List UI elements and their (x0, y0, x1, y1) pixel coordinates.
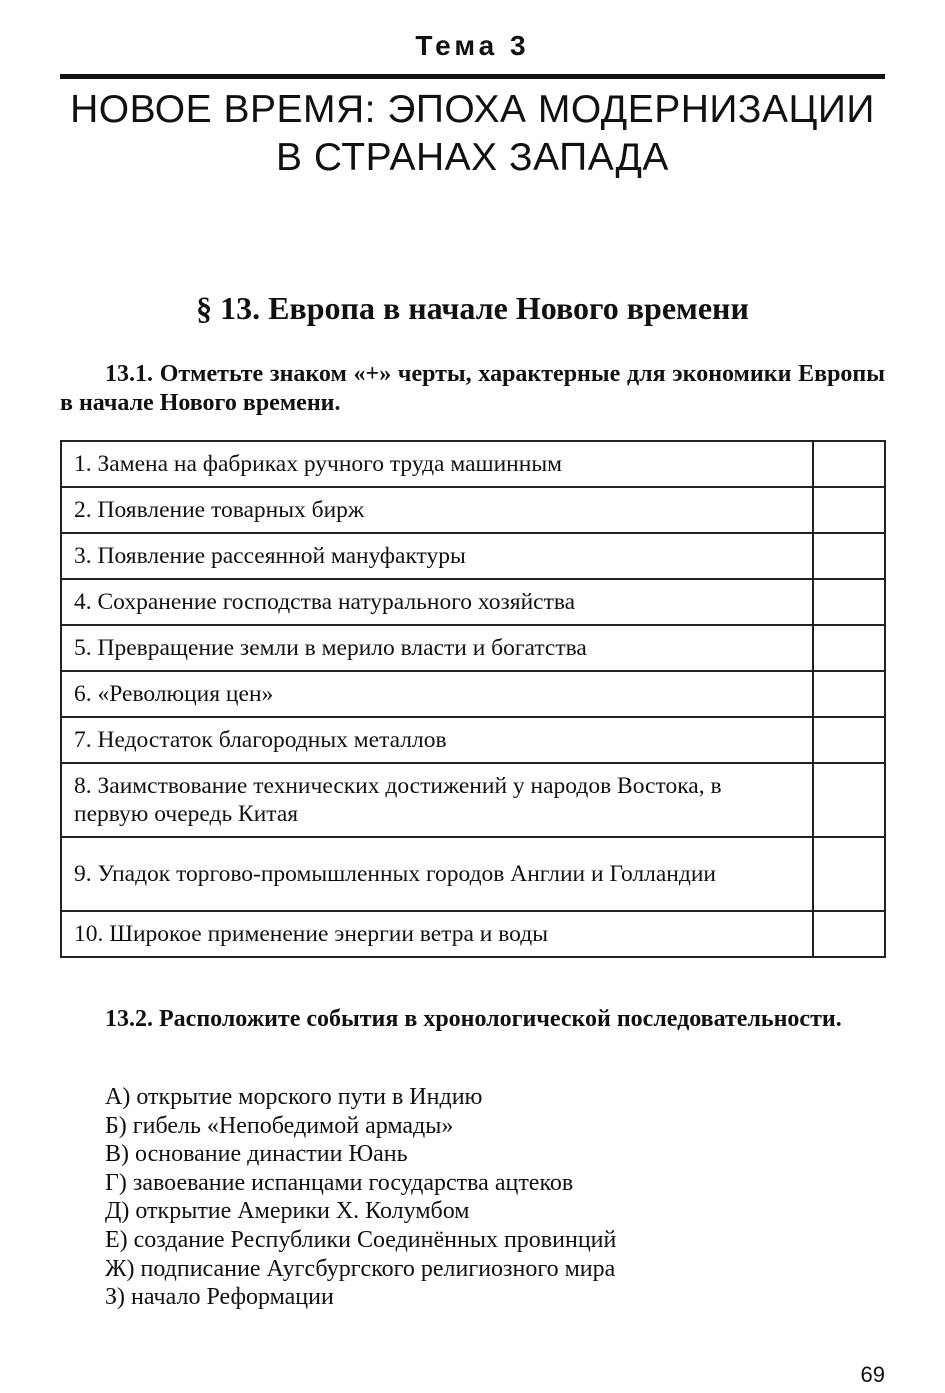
chapter-title-line-1: НОВОЕ ВРЕМЯ: ЭПОХА МОДЕРНИЗАЦИИ (70, 88, 875, 131)
table-row (61, 487, 885, 533)
feature-text: 8. Заимствование технических достижений у народов Востока, в первую очередь Китая (61, 763, 813, 837)
list-item: З) начало Реформации (105, 1284, 334, 1311)
feature-text: 9. Упадок торгово-промышленных городов Англии и Голландии (61, 837, 813, 911)
events-list (105, 1083, 616, 1312)
table-row (61, 837, 885, 911)
features-table (60, 440, 886, 958)
header-rule (60, 74, 885, 79)
list-item: А) открытие морского пути в Индию (105, 1084, 483, 1110)
list-item: Е) создание Республики Соединённых провинций (105, 1226, 617, 1253)
chapter-title-line-2: В СТРАНАХ ЗАПАДА (276, 136, 669, 179)
list-item: Ж) подписание Аугсбургского религиозного мира (105, 1255, 616, 1282)
feature-text: 2. Появление товарных бирж (61, 487, 813, 533)
answer-cell[interactable] (813, 717, 885, 763)
list-item: В) основание династии Юань (105, 1141, 408, 1168)
feature-text: 5. Превращение земли в мерило власти и богатства (61, 625, 813, 671)
table-row (61, 441, 885, 487)
chapter-title (40, 86, 905, 182)
answer-cell[interactable] (813, 911, 885, 957)
table-row (61, 533, 885, 579)
answer-cell[interactable] (813, 579, 885, 625)
list-item: Д) открытие Америки Х. Колумбом (105, 1198, 470, 1225)
list-item: Г) завоевание испанцами государства ацтеков (105, 1169, 574, 1196)
table-row (61, 625, 885, 671)
table-row (61, 717, 885, 763)
table-row (61, 671, 885, 717)
feature-text: 4. Сохранение господства натурального хозяйства (61, 579, 813, 625)
answer-cell[interactable] (813, 763, 885, 837)
table-row (61, 911, 885, 957)
feature-text: 3. Появление рассеянной мануфактуры (61, 533, 813, 579)
page-number: 69 (860, 1362, 885, 1387)
list-item: Б) гибель «Непобедимой армады» (105, 1112, 454, 1139)
table-row (61, 579, 885, 625)
table-row (61, 763, 885, 837)
task-13-2-prompt: 13.2. Расположите события в хронологической последовательности. (105, 1006, 842, 1032)
answer-cell[interactable] (813, 441, 885, 487)
answer-cell[interactable] (813, 837, 885, 911)
feature-text: 1. Замена на фабриках ручного труда машинным (61, 441, 813, 487)
feature-text: 6. «Революция цен» (61, 671, 813, 717)
topic-label: Тема 3 (415, 30, 530, 61)
answer-cell[interactable] (813, 625, 885, 671)
feature-text: 7. Недостаток благородных металлов (61, 717, 813, 763)
section-title: § 13. Европа в начале Нового времени (196, 290, 749, 326)
feature-text: 10. Широкое применение энергии ветра и воды (61, 911, 813, 957)
answer-cell[interactable] (813, 671, 885, 717)
task-13-1-prompt: 13.1. Отметьте знаком «+» черты, характерные для экономики Европы в начале Нового времени. (60, 361, 885, 416)
answer-cell[interactable] (813, 533, 885, 579)
answer-cell[interactable] (813, 487, 885, 533)
